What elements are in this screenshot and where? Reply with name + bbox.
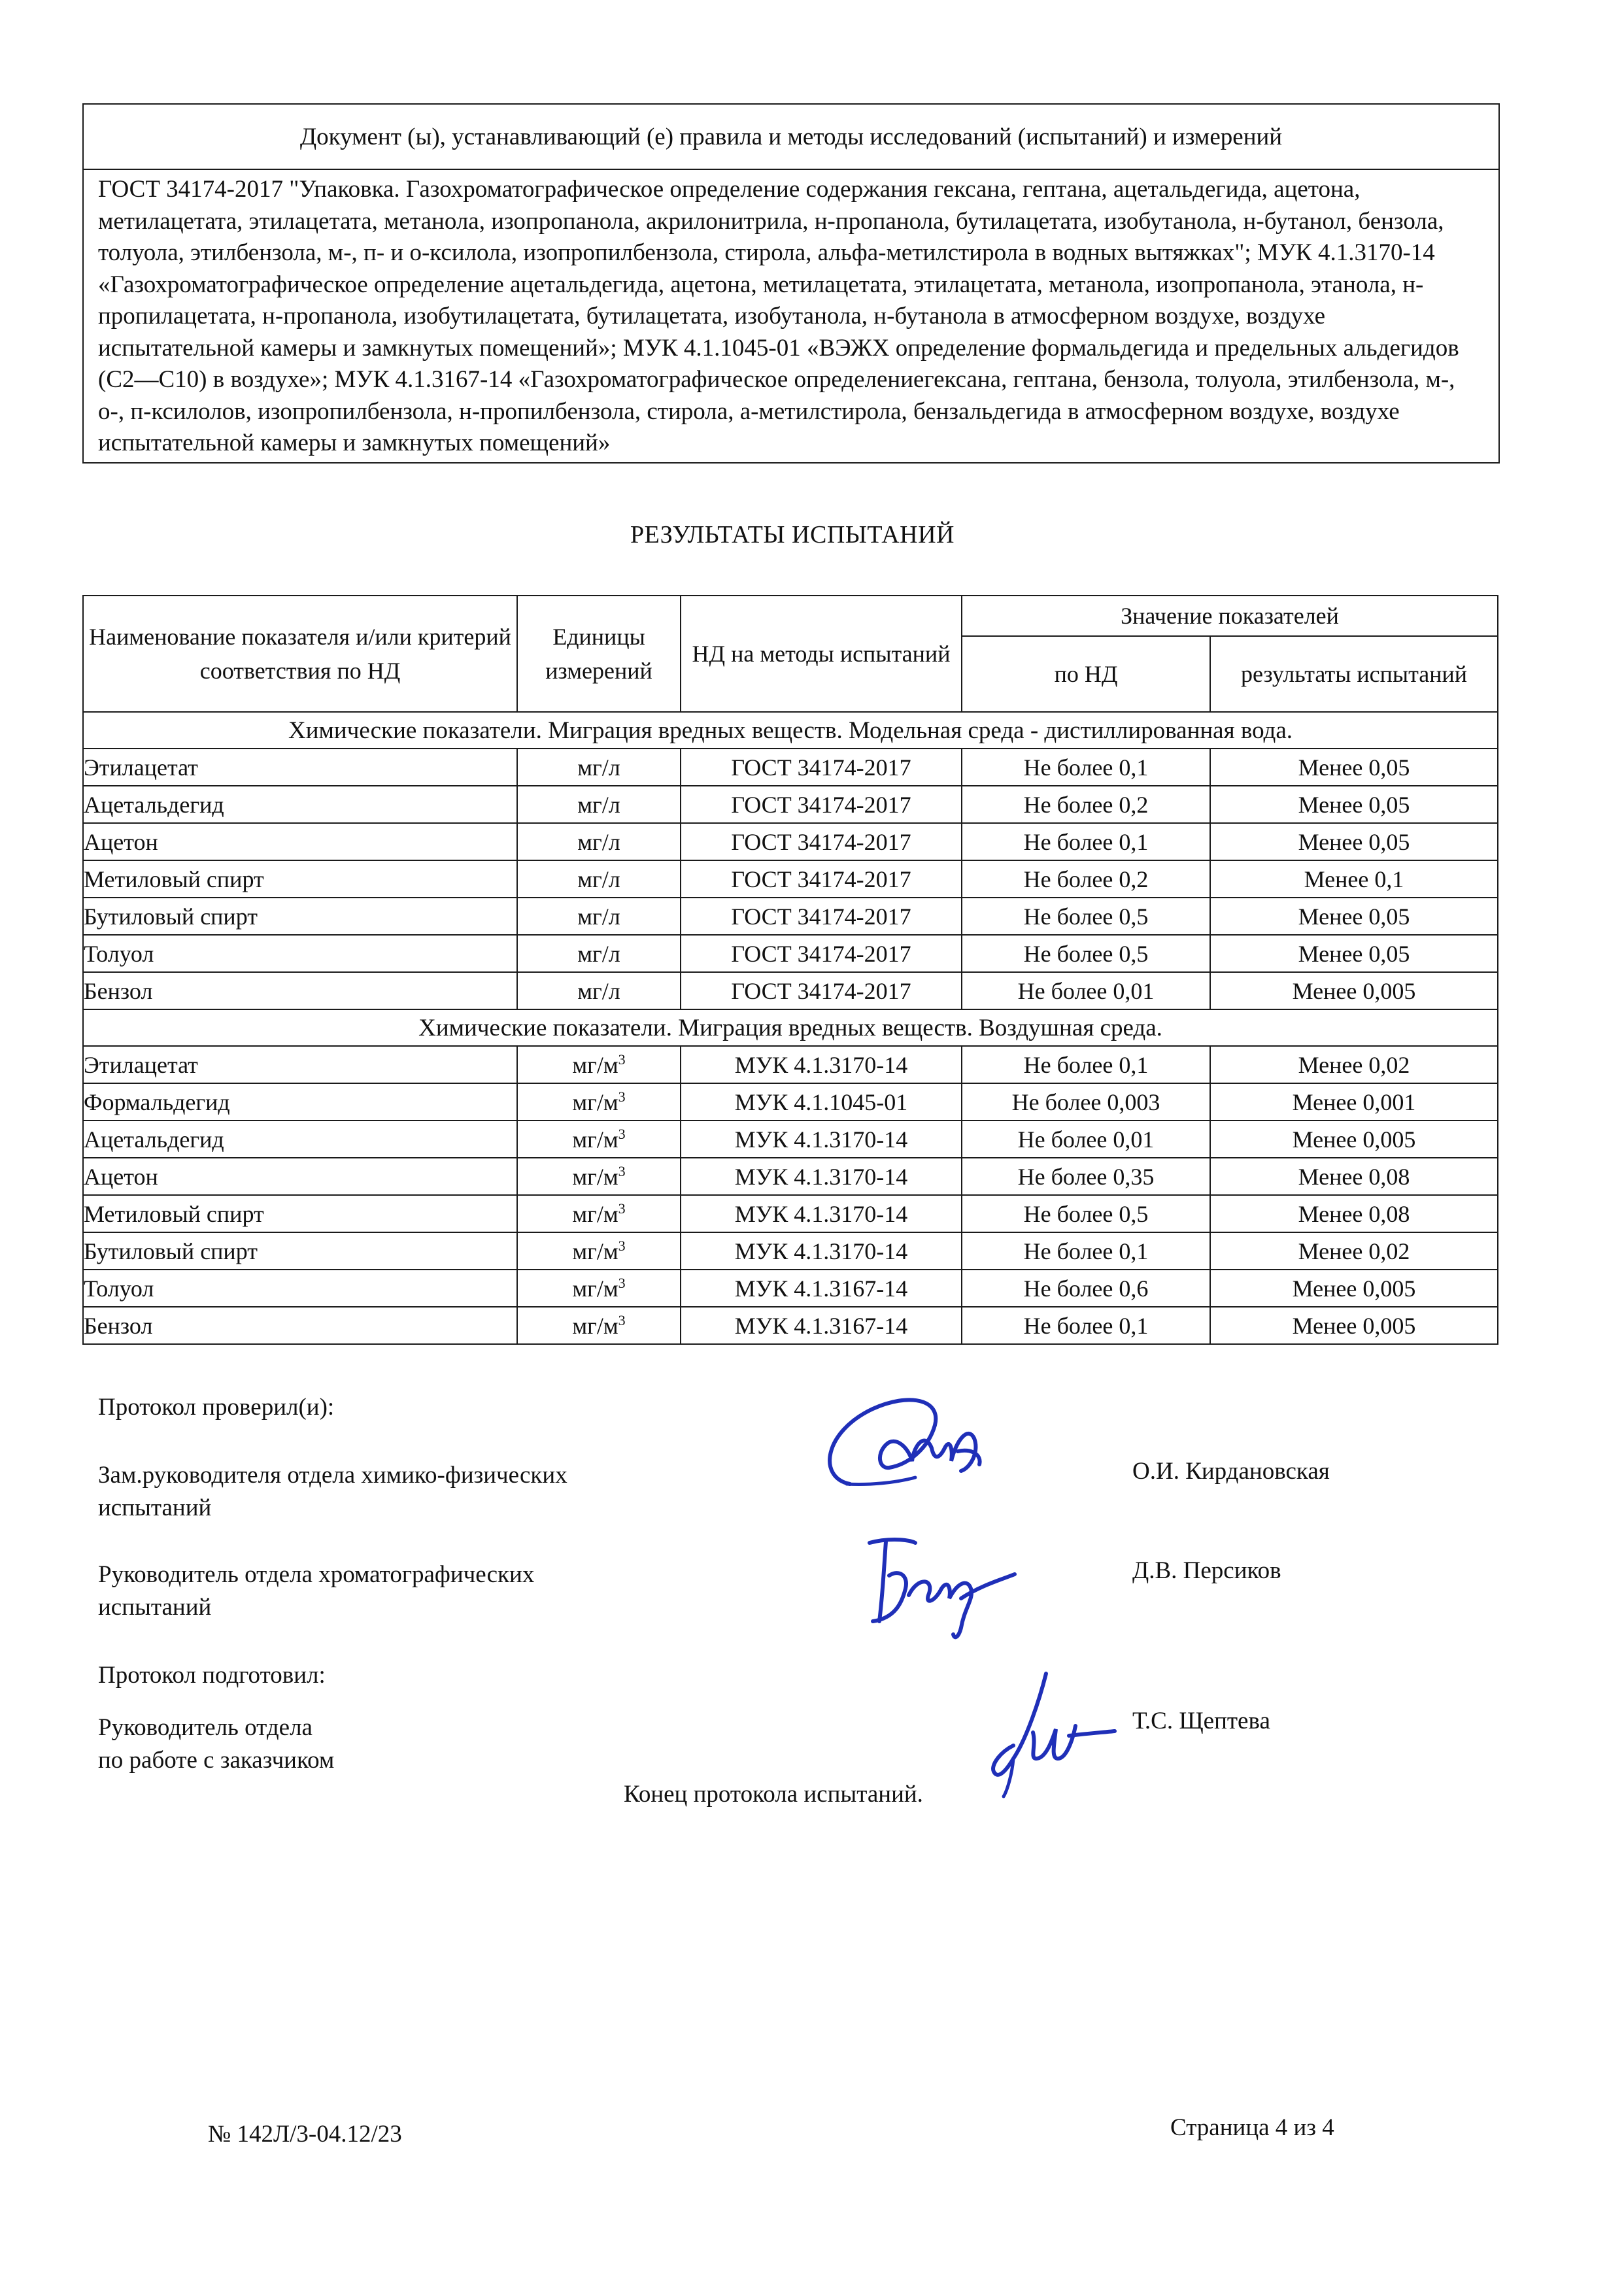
indicator-name: Этилацетат	[83, 1046, 517, 1083]
unit-exponent: 3	[618, 1051, 626, 1068]
section-row	[83, 712, 1498, 749]
section-title: Химические показатели. Миграция вредных веществ. Воздушная среда.	[83, 1009, 1498, 1046]
indicator-name: Толуол	[83, 1270, 517, 1307]
table-row	[83, 1158, 1498, 1195]
result-cell: Менее 0,005	[1210, 1307, 1498, 1344]
header-values-group: Значение показателей	[962, 596, 1498, 636]
unit-base: мг/м	[572, 1238, 618, 1264]
protocol-number: № 142Л/3-04.12/23	[208, 2121, 402, 2148]
checked-label: Протокол проверил(и):	[98, 1394, 335, 1421]
methods-header: Документ (ы), устанавливающий (е) правила и методы исследований (испытаний) и измерений	[84, 105, 1498, 170]
result-cell: Менее 0,02	[1210, 1232, 1498, 1270]
result-cell: Менее 0,05	[1210, 786, 1498, 823]
unit-cell	[517, 1232, 681, 1270]
indicator-name: Ацетальдегид	[83, 786, 517, 823]
unit-cell: мг/л	[517, 860, 681, 898]
unit-cell	[517, 1083, 681, 1121]
nd-value-cell: Не более 0,003	[962, 1083, 1210, 1121]
indicator-name: Бензол	[83, 972, 517, 1009]
methods-text: ГОСТ 34174-2017 "Упаковка. Газохроматографическое определение содержания гексана, гептана, ацетальдегида, ацетона, метилацетата, этилацетата, метанола, изопропанола, акрилонитрила, н-пропанола, бутилацетата, изобутанола, н-бутанол, бензола, толуола, этилбензола, м-, п- и о-ксилола, изопропилбензола, стирола, альфа-метилстирола в водных вытяжках"; МУК 4.1.3170-14 «Газохроматографическое определение ацетальдегида, ацетона, метилацетата, этилацетата, метанола, изопропанола, этанола, н-пропилацетата, н-пропанола, изобутилацетата, бутилацетата, изобутанола, н-бутанола в атмосферном воздухе, воздухе испытательной камеры и замкнутых помещений»; МУК 4.1.1045-01 «ВЭЖХ определение формальдегида и предельных альдегидов (С2—С10) в воздухе»; МУК 4.1.3167-14 «Газохроматографическое определениегексана, гептана, бензола, толуола, этилбензола, м-, о-, п-ксилолов, изопропилбензола, н-пропилбензола, стирола, а-метилстирола, бензальдегида в атмосферном воздухе, воздухе испытательной камеры и замкнутых помещений»	[98, 176, 1459, 456]
indicator-name: Толуол	[83, 935, 517, 972]
nd-value-cell: Не более 0,2	[962, 786, 1210, 823]
method-cell: ГОСТ 34174-2017	[681, 898, 962, 935]
unit-base: мг/м	[572, 1275, 618, 1302]
nd-value-cell: Не более 0,2	[962, 860, 1210, 898]
method-cell: МУК 4.1.3170-14	[681, 1158, 962, 1195]
indicator-name: Ацетальдегид	[83, 1121, 517, 1158]
checker2-name: Д.В. Персиков	[1132, 1557, 1281, 1584]
table-row	[83, 1046, 1498, 1083]
unit-cell	[517, 1121, 681, 1158]
table-row	[83, 1195, 1498, 1232]
unit-exponent: 3	[618, 1200, 626, 1217]
preparer-position-line1: Руководитель отдела	[98, 1714, 313, 1741]
table-row	[83, 786, 1498, 823]
signature-1	[811, 1386, 1020, 1510]
preparer-position	[98, 1712, 334, 1777]
method-cell: МУК 4.1.3170-14	[681, 1232, 962, 1270]
method-cell: МУК 4.1.3170-14	[681, 1195, 962, 1232]
method-cell: МУК 4.1.3167-14	[681, 1307, 962, 1344]
unit-exponent: 3	[618, 1088, 626, 1105]
unit-base: мг/м	[572, 1200, 618, 1227]
indicator-name: Бензол	[83, 1307, 517, 1344]
table-body	[83, 712, 1498, 1344]
header-name: Наименование показателя и/или критерий соответствия по НД	[83, 596, 517, 712]
checker1-position-line1: Зам.руководителя отдела химико-физических	[98, 1462, 567, 1489]
result-cell: Менее 0,05	[1210, 749, 1498, 786]
nd-value-cell: Не более 0,01	[962, 972, 1210, 1009]
header-result: результаты испытаний	[1210, 636, 1498, 712]
indicator-name: Этилацетат	[83, 749, 517, 786]
result-cell: Менее 0,02	[1210, 1046, 1498, 1083]
unit-cell	[517, 1270, 681, 1307]
nd-value-cell: Не более 0,5	[962, 1195, 1210, 1232]
table-row	[83, 898, 1498, 935]
nd-value-cell: Не более 0,5	[962, 898, 1210, 935]
method-cell: ГОСТ 34174-2017	[681, 749, 962, 786]
result-cell: Менее 0,05	[1210, 823, 1498, 860]
result-cell: Менее 0,08	[1210, 1195, 1498, 1232]
method-cell: ГОСТ 34174-2017	[681, 860, 962, 898]
unit-cell: мг/л	[517, 972, 681, 1009]
nd-value-cell: Не более 0,1	[962, 1307, 1210, 1344]
result-cell: Менее 0,05	[1210, 898, 1498, 935]
result-cell: Менее 0,001	[1210, 1083, 1498, 1121]
result-cell: Менее 0,1	[1210, 860, 1498, 898]
nd-value-cell: Не более 0,5	[962, 935, 1210, 972]
unit-exponent: 3	[618, 1162, 626, 1179]
unit-cell: мг/л	[517, 749, 681, 786]
unit-base: мг/м	[572, 1126, 618, 1153]
results-title: РЕЗУЛЬТАТЫ ИСПЫТАНИЙ	[630, 521, 955, 548]
unit-cell	[517, 1158, 681, 1195]
section-title: Химические показатели. Миграция вредных веществ. Модельная среда - дистиллированная вода.	[83, 712, 1498, 749]
signature-2	[843, 1523, 1026, 1647]
unit-exponent: 3	[618, 1274, 626, 1291]
signature-3	[974, 1661, 1131, 1804]
method-cell: МУК 4.1.3167-14	[681, 1270, 962, 1307]
table-row	[83, 823, 1498, 860]
results-table	[82, 595, 1498, 1345]
end-of-protocol: Конец протокола испытаний.	[624, 1781, 923, 1808]
preparer-name: Т.С. Щептева	[1132, 1708, 1270, 1734]
unit-base: мг/м	[572, 1051, 618, 1078]
unit-cell	[517, 1046, 681, 1083]
unit-cell: мг/л	[517, 823, 681, 860]
table-row	[83, 860, 1498, 898]
nd-value-cell: Не более 0,1	[962, 823, 1210, 860]
indicator-name: Ацетон	[83, 823, 517, 860]
header-unit: Единицы измерений	[517, 596, 681, 712]
nd-value-cell: Не более 0,01	[962, 1121, 1210, 1158]
checker2-position	[98, 1559, 534, 1624]
nd-value-cell: Не более 0,1	[962, 749, 1210, 786]
method-cell: ГОСТ 34174-2017	[681, 823, 962, 860]
unit-exponent: 3	[618, 1125, 626, 1142]
table-row	[83, 935, 1498, 972]
table-row	[83, 1083, 1498, 1121]
nd-value-cell: Не более 0,1	[962, 1046, 1210, 1083]
method-cell: ГОСТ 34174-2017	[681, 935, 962, 972]
method-cell: МУК 4.1.1045-01	[681, 1083, 962, 1121]
nd-value-cell: Не более 0,35	[962, 1158, 1210, 1195]
indicator-name: Формальдегид	[83, 1083, 517, 1121]
indicator-name: Бутиловый спирт	[83, 1232, 517, 1270]
checker1-name: О.И. Кирдановская	[1132, 1458, 1330, 1485]
methods-box	[82, 103, 1500, 464]
unit-cell: мг/л	[517, 898, 681, 935]
header-nd: по НД	[962, 636, 1210, 712]
indicator-name: Метиловый спирт	[83, 860, 517, 898]
unit-base: мг/м	[572, 1088, 618, 1115]
method-cell: ГОСТ 34174-2017	[681, 972, 962, 1009]
section-row	[83, 1009, 1498, 1046]
unit-exponent: 3	[618, 1237, 626, 1254]
nd-value-cell: Не более 0,1	[962, 1232, 1210, 1270]
result-cell: Менее 0,08	[1210, 1158, 1498, 1195]
table-row	[83, 1121, 1498, 1158]
indicator-name: Метиловый спирт	[83, 1195, 517, 1232]
result-cell: Менее 0,05	[1210, 935, 1498, 972]
indicator-name: Ацетон	[83, 1158, 517, 1195]
table-row	[83, 1232, 1498, 1270]
table-row	[83, 1270, 1498, 1307]
table-row	[83, 1307, 1498, 1344]
table-row	[83, 972, 1498, 1009]
prepared-label: Протокол подготовил:	[98, 1662, 326, 1689]
result-cell: Менее 0,005	[1210, 1121, 1498, 1158]
result-cell: Менее 0,005	[1210, 1270, 1498, 1307]
table-row	[83, 749, 1498, 786]
unit-cell: мг/л	[517, 786, 681, 823]
unit-cell: мг/л	[517, 935, 681, 972]
method-cell: МУК 4.1.3170-14	[681, 1121, 962, 1158]
unit-exponent: 3	[618, 1311, 626, 1328]
method-cell: МУК 4.1.3170-14	[681, 1046, 962, 1083]
preparer-position-line2: по работе с заказчиком	[98, 1747, 335, 1774]
checker2-position-line1: Руководитель отдела хроматографических	[98, 1561, 535, 1588]
nd-value-cell: Не более 0,6	[962, 1270, 1210, 1307]
indicator-name: Бутиловый спирт	[83, 898, 517, 935]
page-number: Страница 4 из 4	[1170, 2114, 1334, 2141]
unit-base: мг/м	[572, 1312, 618, 1339]
header-method: НД на методы испытаний	[681, 596, 962, 712]
checker1-position-line2: испытаний	[98, 1494, 212, 1521]
unit-cell	[517, 1195, 681, 1232]
result-cell: Менее 0,005	[1210, 972, 1498, 1009]
checker1-position	[98, 1459, 567, 1525]
method-cell: ГОСТ 34174-2017	[681, 786, 962, 823]
unit-base: мг/м	[572, 1163, 618, 1190]
unit-cell	[517, 1307, 681, 1344]
checker2-position-line2: испытаний	[98, 1594, 212, 1621]
